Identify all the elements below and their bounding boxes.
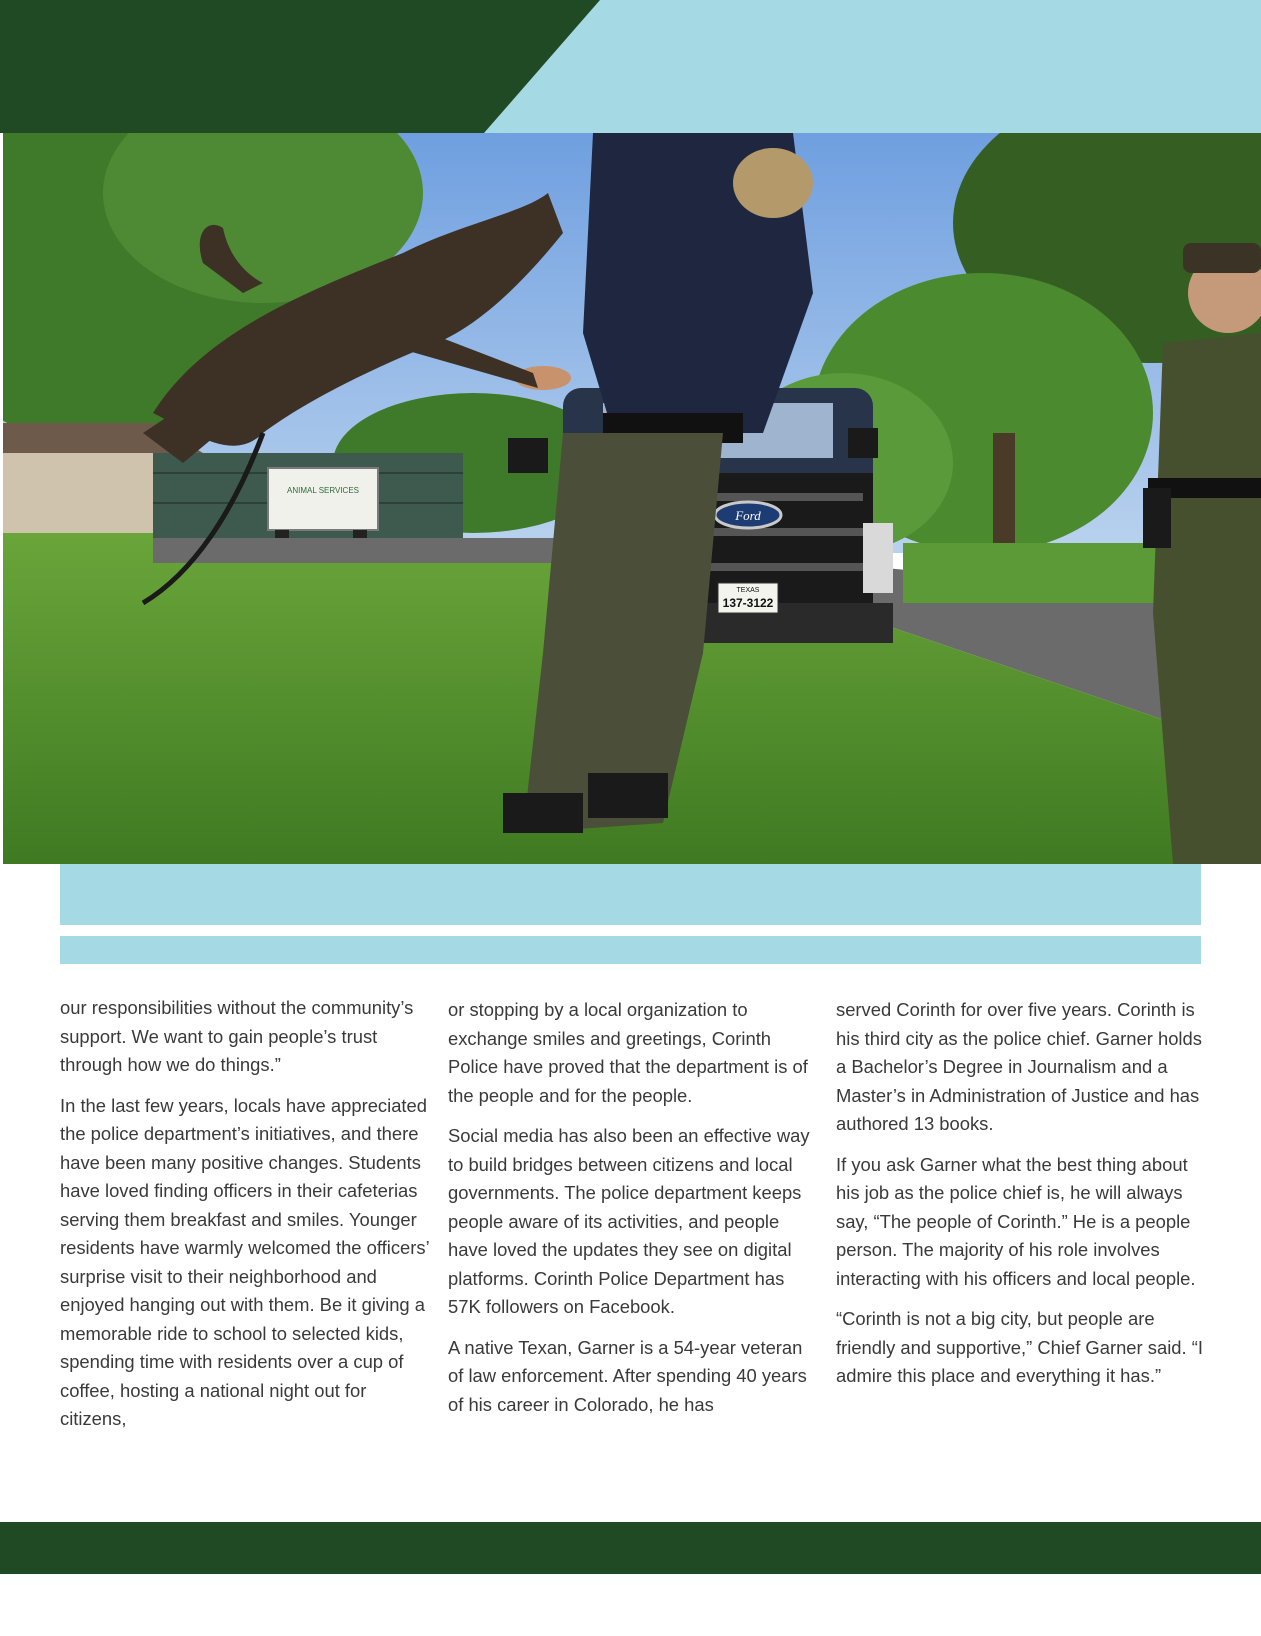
top-header-band xyxy=(0,0,1261,133)
footer-green-band xyxy=(0,1522,1261,1574)
caption-bar-top xyxy=(60,864,1201,925)
svg-text:TEXAS: TEXAS xyxy=(736,587,760,594)
article-column-2 xyxy=(448,996,818,1431)
article-column-3 xyxy=(836,996,1206,1403)
paragraph: A native Texan, Garner is a 54-year veteran of law enforcement. After spending 40 years of his career in Colorado, he has xyxy=(448,1336,807,1415)
article-column-1 xyxy=(60,994,430,1446)
svg-text:137-3122: 137-3122 xyxy=(722,596,774,610)
photo-k9-training xyxy=(3,133,1261,864)
paragraph: served Corinth for over five years. Corinth is his third city as the police chief. Garner holds a Bachelor’s Degree in Journalism and a Master’s in Administration of Justice and has authored 13 books. xyxy=(836,999,1202,1134)
paragraph: In the last few years, locals have appreciated the police department’s initiatives, and there have been many positive changes. Students have loved finding officers in their cafeterias serving them breakfast and smiles. Younger residents have warmly welcomed the officers’ surprise visit to their neighborhood and enjoyed hanging out with them. Be it giving a memorable ride to school to selected kids, spending time with residents over a cup of coffee, hosting a national night out for citizens, xyxy=(60,1094,429,1429)
svg-text:Ford: Ford xyxy=(735,508,761,523)
paragraph: our responsibilities without the community’s support. We want to gain people’s trust through how we do things.” xyxy=(60,997,414,1075)
svg-text:ANIMAL SERVICES: ANIMAL SERVICES xyxy=(286,486,360,495)
paragraph: Social media has also been an effective way to build bridges between citizens and local governments. The police department keeps people aware of its activities, and people have loved the updates they see on digital platforms. Corinth Police Department has 57K followers on Facebook. xyxy=(448,1125,810,1317)
caption-bar-bottom xyxy=(60,936,1201,964)
paragraph: “Corinth is not a big city, but people are friendly and supportive,” Chief Garner said. “I admire this place and everything it has.” xyxy=(836,1308,1203,1386)
paragraph: or stopping by a local organization to exchange smiles and greetings, Corinth Police have proved that the department is of the people and for the people. xyxy=(448,999,808,1106)
paragraph: If you ask Garner what the best thing about his job as the police chief is, he will always say, “The people of Corinth.” He is a people person. The majority of his role involves interacting with his officers and local people. xyxy=(836,1153,1196,1289)
header-blue-angle xyxy=(484,0,1261,133)
